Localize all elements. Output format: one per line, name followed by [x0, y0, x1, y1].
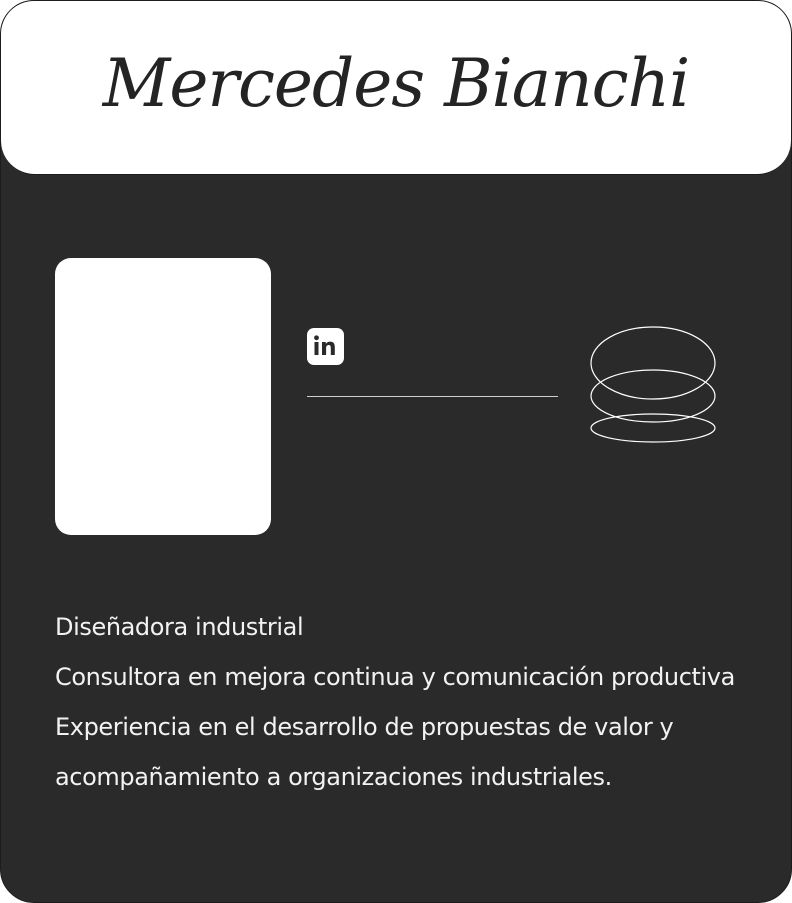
- stacked-ellipses-logo-icon: [586, 323, 720, 447]
- bio-line: Consultora en mejora continua y comunicación productiva: [55, 663, 735, 691]
- bio-line: Diseñadora industrial: [55, 613, 304, 641]
- divider-line: [307, 396, 558, 397]
- bio-line: Experiencia en el desarrollo de propuestas de valor y: [55, 713, 674, 741]
- profile-name: Mercedes Bianchi: [102, 45, 690, 122]
- bio-line: acompañamiento a organizaciones industriales.: [55, 763, 612, 791]
- profile-photo: [55, 258, 271, 535]
- linkedin-icon[interactable]: [307, 328, 344, 365]
- bio-text: [55, 602, 755, 802]
- name-header: [1, 1, 791, 175]
